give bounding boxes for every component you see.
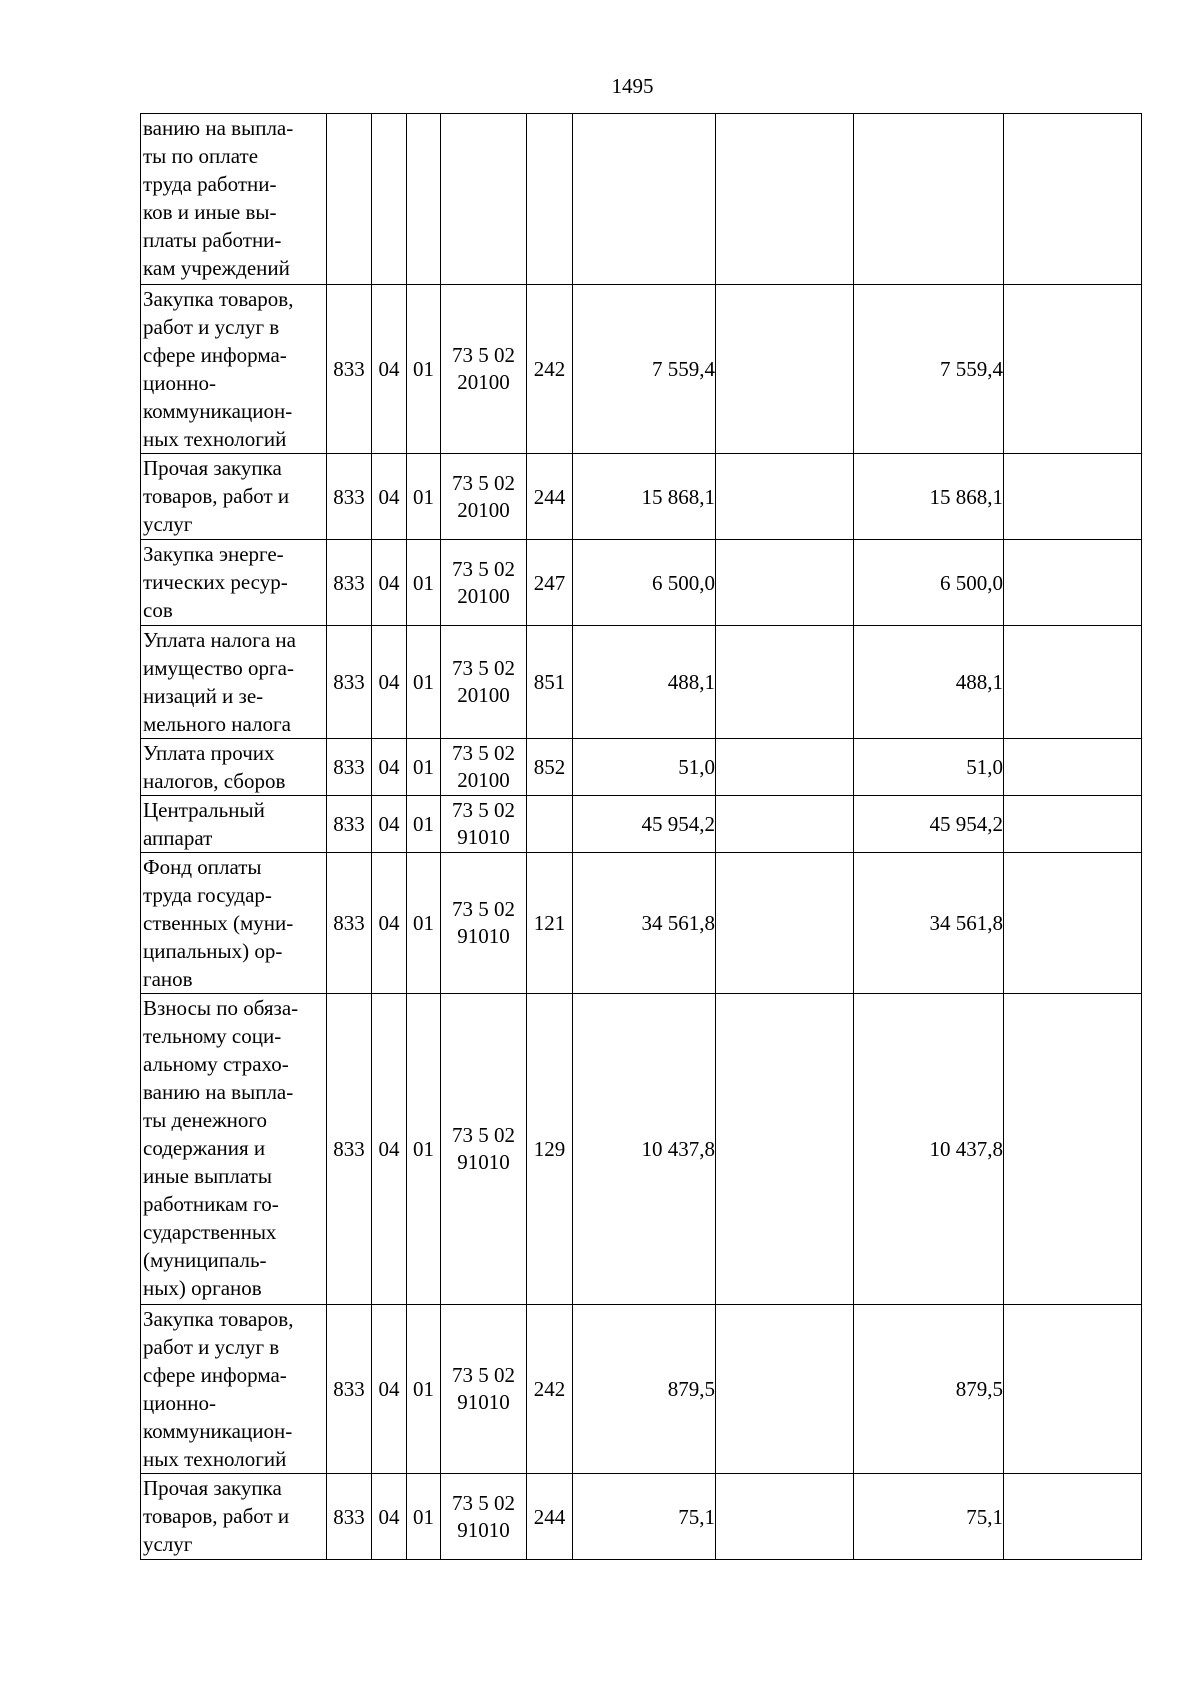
cell-name bbox=[141, 540, 327, 626]
cell-expense-type: 244 bbox=[527, 454, 573, 540]
name-line: ственных (муни- bbox=[143, 911, 294, 935]
cell-section: 04 bbox=[372, 1474, 407, 1560]
name-line: низаций и зе- bbox=[143, 684, 264, 708]
cell-name bbox=[141, 626, 327, 739]
cell-admin-code: 833 bbox=[327, 853, 372, 994]
name-line: Взносы по обяза- bbox=[143, 996, 299, 1020]
name-line: налогов, сборов bbox=[143, 769, 286, 793]
cell-subsection bbox=[407, 114, 441, 285]
cell-col8 bbox=[716, 1474, 854, 1560]
cell-col9: 6 500,0 bbox=[854, 540, 1004, 626]
cell-subsection: 01 bbox=[407, 540, 441, 626]
table-row bbox=[141, 114, 1142, 285]
name-line: услуг bbox=[143, 512, 193, 536]
cell-total: 15 868,1 bbox=[573, 454, 716, 540]
cell-col8 bbox=[716, 994, 854, 1305]
cell-section: 04 bbox=[372, 454, 407, 540]
cell-name bbox=[141, 739, 327, 796]
cell-subsection: 01 bbox=[407, 739, 441, 796]
table-row bbox=[141, 853, 1142, 994]
name-line: ных) органов bbox=[143, 1276, 262, 1300]
cell-admin-code: 833 bbox=[327, 739, 372, 796]
target-line: 73 5 02 bbox=[452, 343, 515, 367]
cell-total: 7 559,4 bbox=[573, 285, 716, 454]
target-line: 73 5 02 bbox=[452, 1490, 515, 1515]
cell-name bbox=[141, 285, 327, 454]
cell-expense-type: 851 bbox=[527, 626, 573, 739]
cell-col10 bbox=[1004, 994, 1142, 1305]
name-line: платы работни- bbox=[143, 228, 282, 252]
target-line: 20100 bbox=[457, 370, 510, 394]
name-line: ков и иные вы- bbox=[143, 200, 277, 224]
name-line: услуг bbox=[143, 1532, 193, 1556]
cell-target-article bbox=[441, 540, 527, 626]
table-body bbox=[141, 114, 1142, 1560]
cell-subsection: 01 bbox=[407, 796, 441, 853]
cell-total: 34 561,8 bbox=[573, 853, 716, 994]
name-line: сфере информа- bbox=[143, 343, 287, 367]
table-row bbox=[141, 454, 1142, 540]
name-line: ганов bbox=[143, 967, 193, 991]
target-line: 20100 bbox=[457, 497, 510, 522]
target-line: 91010 bbox=[457, 924, 510, 948]
cell-admin-code: 833 bbox=[327, 1474, 372, 1560]
cell-col10 bbox=[1004, 454, 1142, 540]
cell-name bbox=[141, 994, 327, 1305]
cell-col8 bbox=[716, 739, 854, 796]
table-row bbox=[141, 540, 1142, 626]
name-line: ванию на выпла- bbox=[143, 116, 294, 140]
table-row bbox=[141, 1474, 1142, 1560]
cell-target-article bbox=[441, 1305, 527, 1474]
target-line: 73 5 02 bbox=[452, 656, 515, 680]
cell-col9: 879,5 bbox=[854, 1305, 1004, 1474]
cell-name bbox=[141, 114, 327, 285]
cell-col8 bbox=[716, 853, 854, 994]
cell-col9 bbox=[854, 114, 1004, 285]
cell-expense-type: 121 bbox=[527, 853, 573, 994]
cell-section: 04 bbox=[372, 739, 407, 796]
cell-target-article bbox=[441, 1474, 527, 1560]
budget-table bbox=[140, 113, 1142, 1560]
cell-total: 10 437,8 bbox=[573, 994, 716, 1305]
table-row bbox=[141, 285, 1142, 454]
cell-expense-type: 129 bbox=[527, 994, 573, 1305]
name-line: товаров, работ и bbox=[143, 484, 290, 508]
cell-total: 45 954,2 bbox=[573, 796, 716, 853]
name-line: альному страхо- bbox=[143, 1052, 289, 1076]
name-line: ционно- bbox=[143, 1391, 216, 1415]
target-line: 73 5 02 bbox=[452, 897, 515, 921]
cell-subsection: 01 bbox=[407, 994, 441, 1305]
cell-name bbox=[141, 1474, 327, 1560]
cell-col10 bbox=[1004, 540, 1142, 626]
cell-col10 bbox=[1004, 1305, 1142, 1474]
target-line: 91010 bbox=[457, 1150, 510, 1174]
cell-target-article bbox=[441, 994, 527, 1305]
page-number: 1495 bbox=[611, 74, 654, 98]
table-row bbox=[141, 626, 1142, 739]
cell-section: 04 bbox=[372, 1305, 407, 1474]
name-line: тических ресур- bbox=[143, 570, 288, 594]
name-line: ципальных) ор- bbox=[143, 939, 283, 963]
cell-admin-code: 833 bbox=[327, 285, 372, 454]
cell-col9: 45 954,2 bbox=[854, 796, 1004, 853]
cell-col8 bbox=[716, 796, 854, 853]
name-line: работ и услуг в bbox=[143, 315, 280, 339]
table-row bbox=[141, 739, 1142, 796]
cell-col8 bbox=[716, 285, 854, 454]
cell-expense-type bbox=[527, 114, 573, 285]
cell-section: 04 bbox=[372, 285, 407, 454]
cell-total: 488,1 bbox=[573, 626, 716, 739]
cell-section: 04 bbox=[372, 994, 407, 1305]
cell-target-article bbox=[441, 796, 527, 853]
cell-expense-type: 242 bbox=[527, 285, 573, 454]
name-line: Закупка энерге- bbox=[143, 542, 284, 566]
cell-col9: 488,1 bbox=[854, 626, 1004, 739]
name-line: Уплата прочих bbox=[143, 741, 275, 765]
name-line: ных технологий bbox=[143, 1447, 287, 1471]
cell-col9: 7 559,4 bbox=[854, 285, 1004, 454]
target-line: 91010 bbox=[457, 1390, 510, 1414]
name-line: аппарат bbox=[143, 826, 213, 850]
target-line: 20100 bbox=[457, 768, 510, 792]
name-line: работ и услуг в bbox=[143, 1335, 280, 1359]
name-line: имущество орга- bbox=[143, 656, 294, 680]
cell-col9: 51,0 bbox=[854, 739, 1004, 796]
cell-col9: 10 437,8 bbox=[854, 994, 1004, 1305]
name-line: Прочая закупка bbox=[143, 456, 282, 480]
cell-col10 bbox=[1004, 114, 1142, 285]
name-line: труда государ- bbox=[143, 883, 272, 907]
name-line: тельному соци- bbox=[143, 1024, 282, 1048]
cell-col8 bbox=[716, 540, 854, 626]
cell-section: 04 bbox=[372, 626, 407, 739]
cell-col9: 34 561,8 bbox=[854, 853, 1004, 994]
cell-target-article bbox=[441, 739, 527, 796]
name-line: Закупка товаров, bbox=[143, 287, 294, 311]
name-line: сфере информа- bbox=[143, 1363, 287, 1387]
target-line: 73 5 02 bbox=[452, 1363, 515, 1387]
cell-section: 04 bbox=[372, 853, 407, 994]
cell-col10 bbox=[1004, 739, 1142, 796]
cell-admin-code: 833 bbox=[327, 994, 372, 1305]
cell-col8 bbox=[716, 1305, 854, 1474]
cell-admin-code: 833 bbox=[327, 626, 372, 739]
target-line: 73 5 02 bbox=[452, 556, 515, 581]
cell-col10 bbox=[1004, 853, 1142, 994]
name-line: ционно- bbox=[143, 371, 216, 395]
cell-col10 bbox=[1004, 626, 1142, 739]
cell-target-article bbox=[441, 114, 527, 285]
cell-subsection: 01 bbox=[407, 285, 441, 454]
cell-admin-code: 833 bbox=[327, 540, 372, 626]
target-line: 20100 bbox=[457, 683, 510, 707]
cell-subsection: 01 bbox=[407, 1474, 441, 1560]
target-line: 73 5 02 bbox=[452, 741, 515, 765]
cell-subsection: 01 bbox=[407, 1305, 441, 1474]
cell-name bbox=[141, 1305, 327, 1474]
target-line: 91010 bbox=[457, 1517, 510, 1542]
cell-total: 879,5 bbox=[573, 1305, 716, 1474]
cell-col8 bbox=[716, 626, 854, 739]
name-line: (муниципаль- bbox=[143, 1248, 267, 1272]
name-line: мельного налога bbox=[143, 712, 291, 736]
cell-target-article bbox=[441, 285, 527, 454]
cell-admin-code bbox=[327, 114, 372, 285]
cell-name bbox=[141, 853, 327, 994]
name-line: труда работни- bbox=[143, 172, 277, 196]
cell-expense-type: 247 bbox=[527, 540, 573, 626]
cell-col9: 75,1 bbox=[854, 1474, 1004, 1560]
cell-col10 bbox=[1004, 796, 1142, 853]
name-line: содержания и bbox=[143, 1136, 266, 1160]
table-row bbox=[141, 796, 1142, 853]
name-line: иные выплаты bbox=[143, 1164, 272, 1188]
table-row bbox=[141, 994, 1142, 1305]
cell-subsection: 01 bbox=[407, 454, 441, 540]
name-line: кам учреждений bbox=[143, 256, 290, 280]
cell-target-article bbox=[441, 626, 527, 739]
cell-col10 bbox=[1004, 1474, 1142, 1560]
name-line: ных технологий bbox=[143, 427, 287, 451]
target-line: 20100 bbox=[457, 583, 510, 608]
table-row bbox=[141, 1305, 1142, 1474]
name-line: Уплата налога на bbox=[143, 628, 296, 652]
name-line: сов bbox=[143, 598, 173, 622]
cell-expense-type: 244 bbox=[527, 1474, 573, 1560]
cell-target-article bbox=[441, 853, 527, 994]
cell-col10 bbox=[1004, 285, 1142, 454]
target-line: 73 5 02 bbox=[452, 470, 515, 495]
cell-expense-type bbox=[527, 796, 573, 853]
cell-total: 6 500,0 bbox=[573, 540, 716, 626]
cell-expense-type: 242 bbox=[527, 1305, 573, 1474]
cell-section: 04 bbox=[372, 796, 407, 853]
name-line: Закупка товаров, bbox=[143, 1307, 294, 1331]
name-line: коммуникацион- bbox=[143, 399, 293, 423]
cell-section: 04 bbox=[372, 540, 407, 626]
cell-col8 bbox=[716, 114, 854, 285]
name-line: Фонд оплаты bbox=[143, 855, 262, 879]
cell-admin-code: 833 bbox=[327, 454, 372, 540]
cell-section bbox=[372, 114, 407, 285]
cell-subsection: 01 bbox=[407, 626, 441, 739]
name-line: работникам го- bbox=[143, 1192, 279, 1216]
name-line: Прочая закупка bbox=[143, 1476, 282, 1500]
cell-total: 75,1 bbox=[573, 1474, 716, 1560]
name-line: сударственных bbox=[143, 1220, 277, 1244]
cell-col8 bbox=[716, 454, 854, 540]
target-line: 91010 bbox=[457, 825, 510, 849]
cell-admin-code: 833 bbox=[327, 796, 372, 853]
cell-target-article bbox=[441, 454, 527, 540]
cell-subsection: 01 bbox=[407, 853, 441, 994]
cell-col9: 15 868,1 bbox=[854, 454, 1004, 540]
name-line: Центральный bbox=[143, 798, 265, 822]
target-line: 73 5 02 bbox=[452, 1123, 515, 1147]
target-line: 73 5 02 bbox=[452, 798, 515, 822]
name-line: ванию на выпла- bbox=[143, 1080, 294, 1104]
name-line: коммуникацион- bbox=[143, 1419, 293, 1443]
cell-total: 51,0 bbox=[573, 739, 716, 796]
cell-admin-code: 833 bbox=[327, 1305, 372, 1474]
cell-name bbox=[141, 796, 327, 853]
cell-total bbox=[573, 114, 716, 285]
cell-expense-type: 852 bbox=[527, 739, 573, 796]
cell-name bbox=[141, 454, 327, 540]
name-line: ты денежного bbox=[143, 1108, 267, 1132]
name-line: товаров, работ и bbox=[143, 1504, 290, 1528]
name-line: ты по оплате bbox=[143, 144, 259, 168]
